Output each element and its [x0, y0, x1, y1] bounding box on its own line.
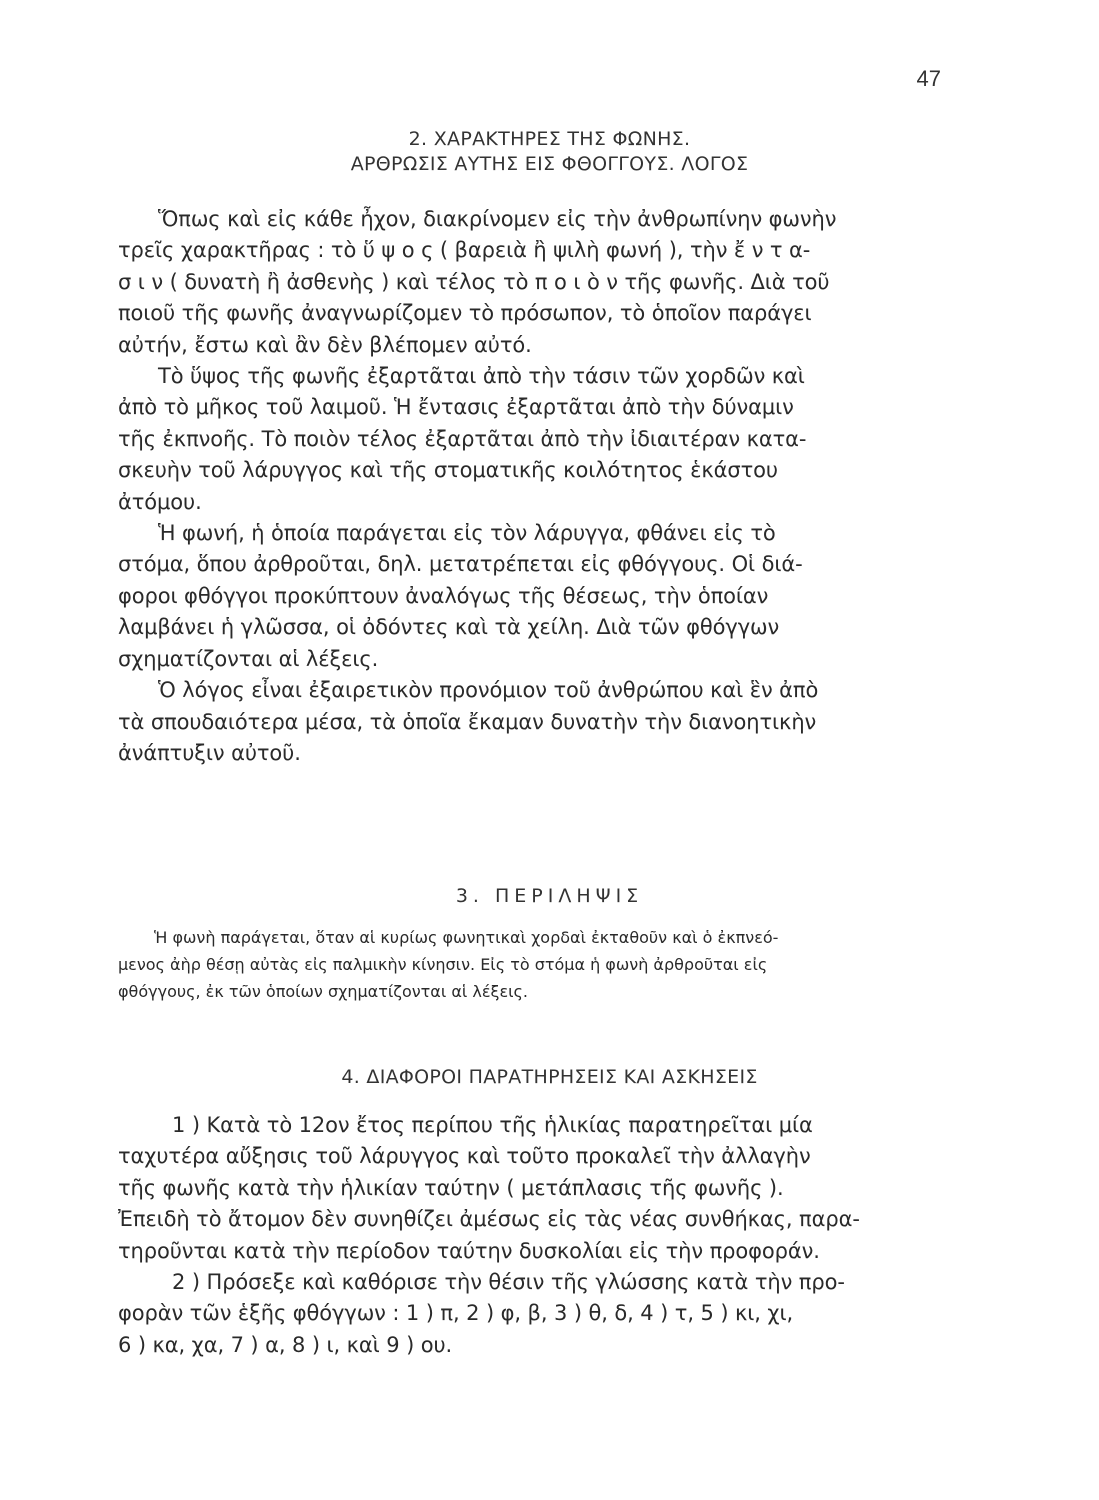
text-line: τηροῦνται κατὰ τὴν περίοδον ταύτην δυσκολίαι εἰς τὴν προφοράν. [118, 1238, 820, 1263]
text-line: Ἡ φωνή, ἡ ὁποία παράγεται εἰς τὸν λάρυγγα, φθάνει εἰς τὸ [158, 521, 776, 546]
text-line: Ὅπως καὶ εἰς κάθε ἦχον, διακρίνομεν εἰς τὴν ἀνθρωπίνην φωνὴν [158, 207, 837, 231]
text-line: σ ι ν ( δυνατὴ ἢ ἀσθενὴς ) καὶ τέλος τὸ π ο ι ὸ ν τῆς φωνῆς. Διὰ τοῦ [118, 269, 830, 294]
section-2-body [118, 204, 948, 769]
text-line: τὰ σπουδαιότερα μέσα, τὰ ὁποῖα ἔκαμαν δυνατὴν τὴν διανοητικὴν [118, 709, 817, 734]
text-line: Ὁ λόγος εἶναι ἐξαιρετικὸν προνόμιον τοῦ ἀνθρώπου καὶ ἓν ἀπὸ [158, 678, 819, 703]
text-line: Τὸ ὕψος τῆς φωνῆς ἐξαρτᾶται ἀπὸ τὴν τάσιν τῶν χορδῶν καὶ [158, 364, 805, 389]
section-3-summary [118, 924, 948, 1005]
page-number: 47 [916, 66, 941, 91]
text-line: μενος ἀὴρ θέσῃ αὐτὰς εἰς παλμικὴν κίνησιν. Εἰς τὸ στόμα ἡ φωνὴ ἀρθροῦται εἰς [118, 955, 768, 974]
text-line: ἀτόμου. [118, 489, 202, 514]
text-line: 2 ) Πρόσεξε καὶ καθόρισε τὴν θέσιν τῆς γλώσσης κατὰ τὴν προ- [172, 1270, 845, 1295]
section-4-body [118, 1110, 948, 1361]
text-line: τῆς ἐκπνοῆς. Τὸ ποιὸν τέλος ἐξαρτᾶται ἀπὸ τὴν ἰδιαιτέραν κατα- [118, 426, 807, 451]
text-line: φθόγγους, ἐκ τῶν ὁποίων σχηματίζονται αἱ λέξεις. [118, 982, 528, 1001]
text-line: ταχυτέρα αὔξησις τοῦ λάρυγγος καὶ τοῦτο προκαλεῖ τὴν ἀλλαγὴν [118, 1144, 811, 1169]
text-line: ποιοῦ τῆς φωνῆς ἀναγνωρίζομεν τὸ πρόσωπον, τὸ ὁποῖον παράγει [118, 301, 812, 326]
paragraph [118, 361, 948, 518]
paragraph [118, 675, 948, 769]
text-line: αὐτήν, ἔστω καὶ ἂν δὲν βλέπομεν αὐτό. [118, 332, 532, 357]
paragraph [118, 1110, 948, 1267]
text-line: ἀνάπτυξιν αὐτοῦ. [118, 740, 301, 765]
section-3-title: 3. ΠΕΡΙΛΗΨΙΣ [455, 885, 644, 907]
text-line: φορὰν τῶν ἑξῆς φθόγγων : 1 ) π, 2 ) φ, β, 3 ) θ, δ, 4 ) τ, 5 ) κι, χι, [118, 1301, 794, 1326]
text-line: σκευὴν τοῦ λάρυγγος καὶ τῆς στοματικῆς κοιλότητος ἑκάστου [118, 458, 778, 483]
text-line: 1 ) Κατὰ τὸ 12ον ἔτος περίπου τῆς ἡλικίας παρατηρεῖται μία [172, 1113, 813, 1137]
text-line: τρεῖς χαρακτῆρας : τὸ ὕ ψ ο ς ( βαρειὰ ἢ ψιλὴ φωνή ), τὴν ἔ ν τ α- [118, 238, 811, 263]
text-line: Ἡ φωνὴ παράγεται, ὅταν αἱ κυρίως φωνητικαὶ χορδαὶ ἐκταθοῦν καὶ ὁ ἐκπνεό- [154, 928, 779, 947]
section-4-title: 4. ΔΙΑΦΟΡΟΙ ΠΑΡΑΤΗΡΗΣΕΙΣ ΚΑΙ ΑΣΚΗΣΕΙΣ [341, 1066, 758, 1088]
text-line: τῆς φωνῆς κατὰ τὴν ἡλικίαν ταύτην ( μετάπλασις τῆς φωνῆς ). [118, 1175, 784, 1200]
text-line: φοροι φθόγγοι προκύπτουν ἀναλόγως τῆς θέσεως, τὴν ὁποίαν [118, 583, 769, 608]
paragraph [118, 204, 948, 361]
text-line: ἀπὸ τὸ μῆκος τοῦ λαιμοῦ. Ἡ ἔντασις ἐξαρτᾶται ἀπὸ τὴν δύναμιν [118, 395, 794, 420]
paragraph [118, 1267, 948, 1361]
text-line: σχηματίζονται αἱ λέξεις. [118, 646, 379, 671]
paragraph [118, 518, 948, 675]
text-line: στόμα, ὅπου ἀρθροῦται, δηλ. μετατρέπεται εἰς φθόγγους. Οἱ διά- [118, 552, 803, 577]
text-line: 6 ) κα, χα, 7 ) α, 8 ) ι, καὶ 9 ) ου. [118, 1332, 453, 1357]
text-line: Ἐπειδὴ τὸ ἄτομον δὲν συνηθίζει ἀμέσως εἰς τὰς νέας συνθήκας, παρα- [118, 1207, 860, 1232]
section-2-title-line-2: ΑΡΘΡΩΣΙΣ ΑΥΤΗΣ ΕΙΣ ΦΘΟΓΓΟΥΣ. ΛΟΓΟΣ [350, 153, 749, 175]
text-line: λαμβάνει ἡ γλῶσσα, οἱ ὀδόντες καὶ τὰ χείλη. Διὰ τῶν φθόγγων [118, 615, 780, 640]
section-2-title-line-1: 2. ΧΑΡΑΚΤΗΡΕΣ ΤΗΣ ΦΩΝΗΣ. [408, 128, 691, 150]
